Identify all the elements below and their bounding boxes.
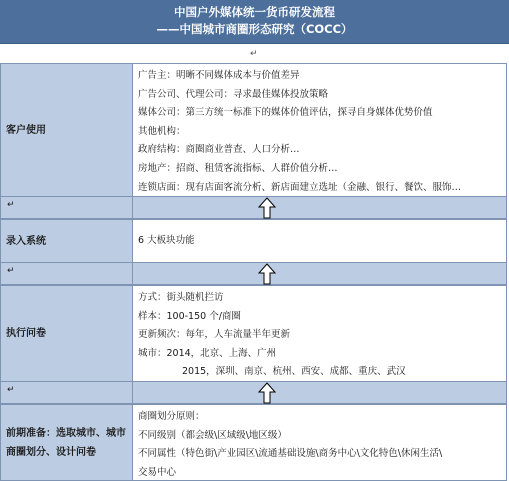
separator-right [133, 382, 507, 404]
row-label-client-use [0, 63, 133, 197]
content-line: 更新频次：每年，人车流量半年更新 [138, 329, 291, 341]
content-line: 交易中心 [138, 466, 177, 478]
content-line: 广告主：明晰不同媒体成本与价值差异 [138, 70, 300, 81]
content-line: 商圈划分原则： [138, 411, 205, 422]
row-label-text: 客户使用 [6, 124, 46, 136]
content-line: 不同属性（特色街\产业园区\流通基础设施\商务中心\文化特色\休闲生活\ [138, 448, 443, 460]
content-line: 城市：2014，北京、上海、广州 [138, 347, 277, 359]
paragraph-mark: ↵ [250, 49, 258, 59]
separator-right [133, 197, 507, 219]
separator-right [133, 263, 507, 285]
row-label-text: 前期准备：选取城市、城市商圈划分、设计问卷 [6, 427, 126, 458]
row-label-input-system [0, 219, 133, 263]
content-line: 不同级别（都会级\区域级\地区级） [138, 429, 287, 441]
separator-left [0, 263, 133, 285]
row-content-execute-survey [133, 285, 507, 382]
row-label-text: 执行问卷 [6, 328, 46, 339]
up-arrow-icon [258, 197, 276, 219]
row-label-text: 录入系统 [6, 235, 46, 247]
up-arrow-icon [258, 263, 276, 285]
content-line: 媒体公司：第三方统一标准下的媒体价值评估，探寻自身媒体优势价值 [138, 107, 433, 119]
separator-mark: ↵ [7, 266, 15, 276]
separator-mark: ↵ [7, 200, 15, 210]
content-line: 房地产：招商、租赁客流指标、人群价值分析… [138, 162, 338, 174]
content-line: 2015，深圳、南京、杭州、西安、成都、重庆、武汉 [182, 366, 406, 378]
row-content-preparation [133, 404, 507, 481]
row-label-execute-survey [0, 285, 133, 382]
content-line: 连锁店面：现有店面客流分析、新店面建立选址（金融、银行、餐饮、服饰… [138, 181, 462, 193]
up-arrow-icon [258, 382, 276, 404]
header-title-line1: 中国户外媒体统一货币研发流程 [174, 5, 335, 19]
row-label-preparation [0, 404, 133, 481]
separator-left [0, 382, 133, 404]
content-line: 其他机构： [138, 125, 186, 137]
content-line: 样本：100-150 个/商圈 [138, 310, 241, 322]
row-content-client-use [133, 63, 507, 197]
row-content-input-system [133, 219, 507, 263]
content-line: 方式：街头随机拦访 [138, 292, 224, 303]
content-line: 广告公司、代理公司：寻求最佳媒体投放策略 [138, 88, 329, 100]
header-title-line2: ——中国城市商圈形态研究（COCC） [156, 22, 353, 36]
content-line: 6 大板块功能 [138, 235, 195, 246]
content-line: 政府结构：商圈商业普查、人口分析… [138, 144, 300, 156]
page-header [0, 0, 509, 44]
separator-mark: ↵ [7, 385, 15, 395]
separator-left [0, 197, 133, 219]
